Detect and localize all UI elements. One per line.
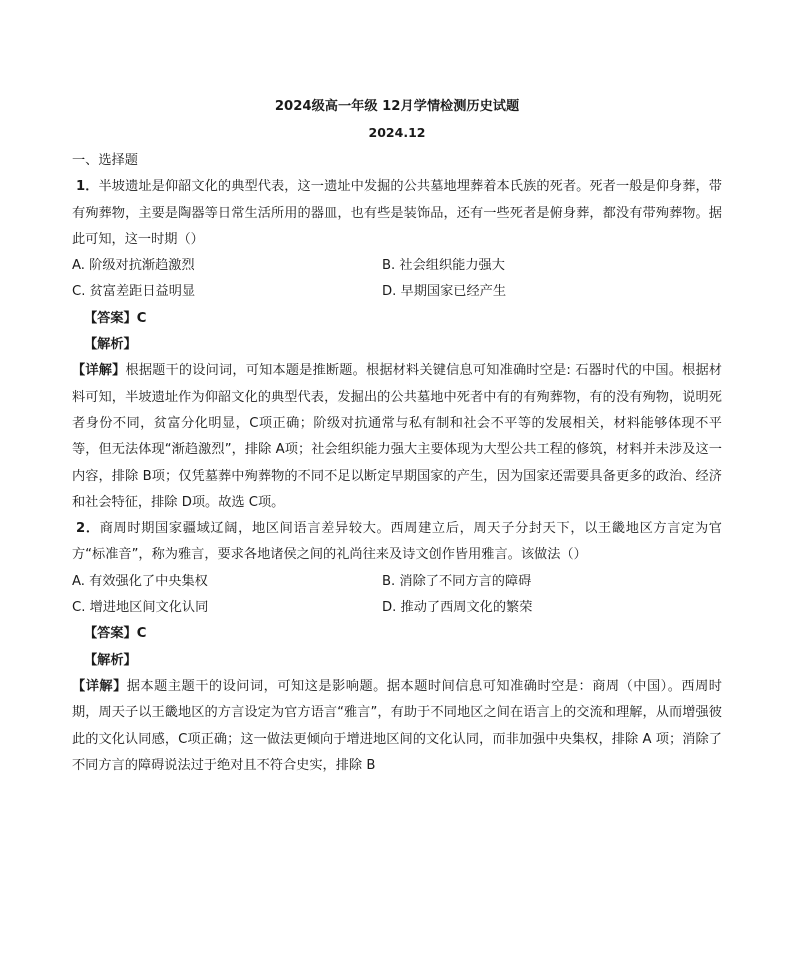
section-title: 一、选择题 (72, 153, 138, 168)
analysis-line (72, 332, 722, 358)
detail-paragraph (72, 674, 722, 779)
option-a: A. 有效强化了中央集权 (72, 573, 208, 589)
detail-label: 【详解】 (72, 678, 127, 694)
detail-label: 【详解】 (72, 363, 126, 379)
options-list (72, 569, 722, 622)
exam-title: 2024级高一年级 12月学情检测历史试题 (274, 99, 520, 114)
option-b: B. 社会组织能力强大 (382, 258, 505, 274)
question-number: 1． (76, 179, 99, 195)
answer-line (72, 306, 722, 332)
answer-line (72, 621, 722, 647)
option-c: C. 增进地区间文化认同 (72, 600, 209, 616)
detail-text: 据本题主题干的设问词，可知这是影响题。据本题时间信息可知准确时空是：商周（中国）。西周时期，周天子以王畿地区的方言设定为官方语言“雅言”，有助于不同地区之间在语言上的交流和理解，从而增强彼此的文化认同感，C项正确；这一做法更倾向于增进地区间的文化认同，而非加强中央集权，排除 A 项；消除了不同方言的障碍说法过于绝对且不符合史实，排除 B (72, 678, 722, 773)
question-stem: 商周时期国家疆域辽阔，地区间语言差异较大。西周建立后，周天子分封天下，以王畿地区方言定为官方“标准音”，称为雅言，要求各地诸侯之间的礼尚往来及诗文创作皆用雅言。该做法（） (72, 521, 722, 563)
detail-text: 根据题干的设问词，可知本题是推断题。根据材料关键信息可知准确时空是: 石器时代的中国。根据材料可知，半坡遗址作为仰韶文化的典型代表，发掘出的公共墓地中死者中有的有殉葬物，有的没有殉物，说明死者身份不同，贫富分化明显，C项正确；阶级对抗通常与私有制和社会不平等的发展相关，材料能够体现不平等，但无法体现“渐趋激烈”，排除 A项；社会组织能力强大主要体现为大型公共工程的修筑，材料并未涉及这一内容，排除 B项；仅凭墓葬中殉葬物的不同不足以断定早期国家的产生，因为国家还需要具备更多的政治、经济和社会特征，排除 D项。故选 C项。 (72, 363, 722, 510)
option-a: A. 阶级对抗渐趋激烈 (72, 258, 195, 274)
option-b: B. 消除了不同方言的障碍 (382, 573, 532, 589)
question-number: 2． (76, 521, 100, 537)
option-c: C. 贫富差距日益明显 (72, 284, 196, 300)
option-d: D. 早期国家已经产生 (382, 284, 507, 300)
options-list (72, 253, 722, 306)
question-1 (72, 174, 722, 516)
answer-value: C (136, 310, 147, 326)
analysis-label: 【解析】 (84, 652, 137, 668)
option-d: D. 推动了西周文化的繁荣 (382, 600, 533, 616)
analysis-line (72, 648, 722, 674)
question-2 (72, 516, 722, 779)
question-stem: 半坡遗址是仰韶文化的典型代表，这一遗址中发掘的公共墓地埋葬着本氏族的死者。死者一般是仰身葬，带有殉葬物，主要是陶器等日常生活所用的器皿，也有些是装饰品，还有一些死者是俯身葬，都没有带殉葬物。据此可知，这一时期（） (72, 179, 722, 247)
answer-label: 【答案】 (84, 626, 137, 642)
page-content (72, 96, 722, 779)
detail-paragraph (72, 358, 722, 516)
answer-label: 【答案】 (84, 310, 137, 326)
exam-date: 2024.12 (368, 125, 426, 140)
analysis-label: 【解析】 (84, 337, 137, 353)
answer-value: C (136, 626, 147, 642)
